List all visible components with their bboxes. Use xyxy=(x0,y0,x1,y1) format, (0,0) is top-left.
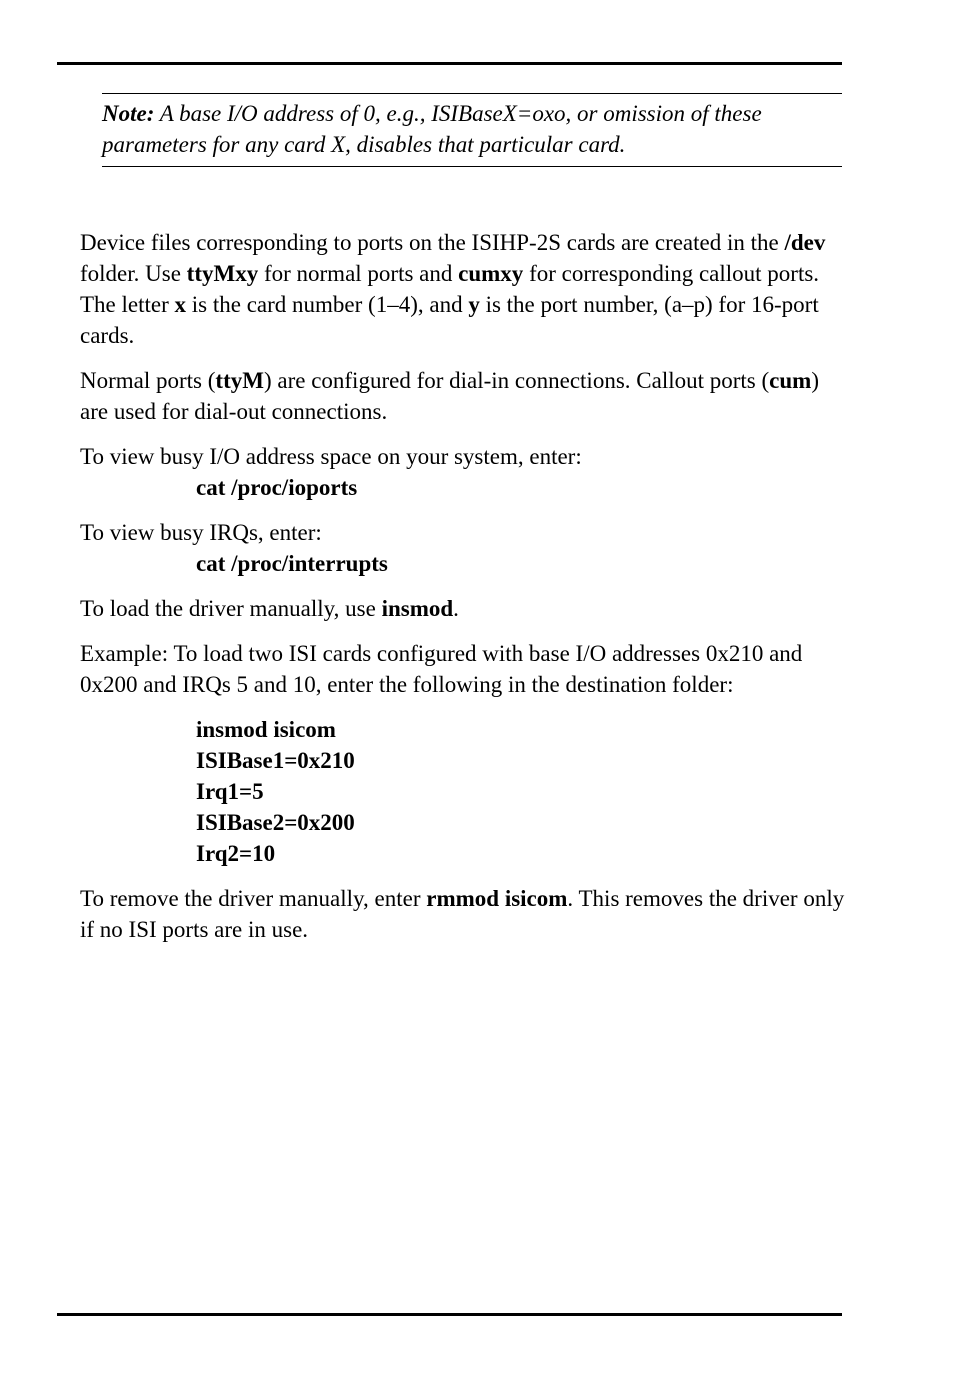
text: ) are configured for dial-in connections. Callout ports ( xyxy=(263,368,770,393)
ioports-command: cat /proc/ioports xyxy=(196,475,358,500)
header-rule xyxy=(57,62,842,65)
text: Device files corresponding to ports on the ISIHP-2S cards are created in the xyxy=(80,230,785,255)
paragraph-ioports xyxy=(80,441,850,503)
text: ) are used for dial-out connections. xyxy=(80,368,819,424)
rmmod-term: rmmod isicom xyxy=(426,886,568,911)
text: Normal ports ( xyxy=(80,368,216,393)
y-term: y xyxy=(468,292,480,317)
paragraph-load-driver xyxy=(80,593,850,624)
note-label: Note: xyxy=(102,101,155,126)
body-content xyxy=(80,227,850,959)
paragraph-example xyxy=(80,638,850,700)
x-term: x xyxy=(174,292,187,317)
paragraph-interrupts xyxy=(80,517,850,579)
footer-rule xyxy=(57,1313,842,1316)
paragraph-device-files xyxy=(80,227,850,351)
text: Example: To load two ISI cards configured with base I/O addresses 0x210 and 0x200 and IRQs 5 and 10, enter the following in the destination folder: xyxy=(80,641,803,697)
cumxy-term: cumxy xyxy=(458,261,524,286)
text: for corresponding callout ports. The letter xyxy=(80,261,820,317)
text: . xyxy=(453,596,459,621)
text: To remove the driver manually, enter xyxy=(80,886,427,911)
text: for normal ports and xyxy=(258,261,459,286)
command-line: ISIBase2=0x200 xyxy=(196,810,355,835)
insmod-term: insmod xyxy=(381,596,454,621)
paragraph-remove-driver xyxy=(80,883,850,945)
note-text: A base I/O address of 0, e.g., ISIBaseX=oxo, or omission of these parameters for any card X, disables that particular card. xyxy=(102,101,762,157)
command-block xyxy=(80,714,850,869)
paragraph-port-types xyxy=(80,365,850,427)
note-box xyxy=(102,93,842,167)
text: To view busy IRQs, enter: xyxy=(80,520,322,545)
text: To view busy I/O address space on your system, enter: xyxy=(80,444,582,469)
cum-term: cum xyxy=(769,368,812,393)
command-line: Irq2=10 xyxy=(196,841,276,866)
command-line: ISIBase1=0x210 xyxy=(196,748,355,773)
dev-folder: /dev xyxy=(784,230,826,255)
text: is the card number (1–4), and xyxy=(186,292,469,317)
ttymxy-term: ttyMxy xyxy=(186,261,259,286)
text: . This removes the driver only if no ISI ports are in use. xyxy=(80,886,845,942)
text: folder. Use xyxy=(80,261,187,286)
command-line: insmod isicom xyxy=(196,717,336,742)
text: is the port number, (a–p) for 16-port cards. xyxy=(80,292,819,348)
command-line: Irq1=5 xyxy=(196,779,264,804)
ttym-term: ttyM xyxy=(215,368,264,393)
interrupts-command: cat /proc/interrupts xyxy=(196,551,388,576)
text: To load the driver manually, use xyxy=(80,596,382,621)
